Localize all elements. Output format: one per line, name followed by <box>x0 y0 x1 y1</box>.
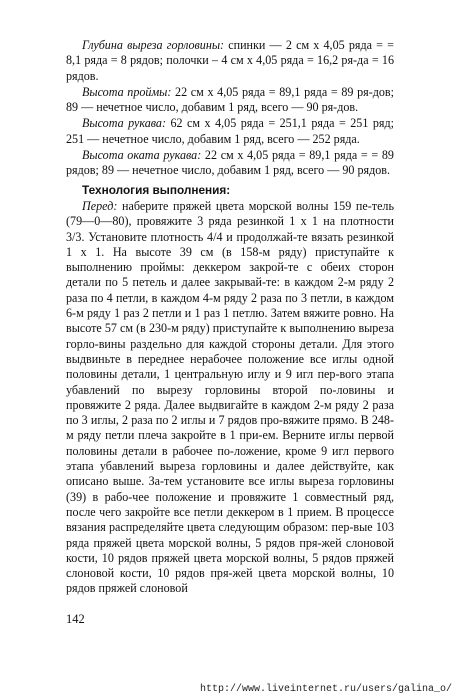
label-front: Перед: <box>82 198 118 213</box>
paragraph-neck-depth <box>66 38 394 84</box>
label-sleeve-cap-height: Высота оката рукава: <box>82 148 202 163</box>
paragraph-sleeve-height <box>66 116 394 147</box>
text-sleeve-height: 62 см х 4,05 ряда = 251,1 ряда = 251 ряд; 251 — нечетное число, добавим 1 ряд, всего — 252 ряда. <box>66 116 394 146</box>
paragraph-front <box>66 199 394 597</box>
label-neck-depth: Глубина выреза горловины: <box>82 38 225 52</box>
text-neck-depth: спинки — 2 см х 4,05 ряда = = 8,1 ряда = 8 рядов; полочки – 4 см х 4,05 ряда = 16,2 ря-да = 16 рядов. <box>66 38 394 83</box>
page-number: 142 <box>66 612 85 626</box>
paragraph-armhole-height <box>66 85 394 116</box>
paragraph-sleeve-cap-height <box>66 148 394 179</box>
section-heading: Технология выполнения: <box>82 182 231 197</box>
text-sleeve-cap-height: 22 см х 4,05 ряда = 89,1 ряда = = 89 рядов; 89 — нечетное число, добавим 1 ряд, всего — 90 рядов. <box>66 148 394 178</box>
page-content <box>66 38 394 597</box>
label-sleeve-height: Высота рукава: <box>82 116 166 131</box>
text-armhole-height: 22 см х 4,05 ряда = 89,1 ряда = 89 ря-дов; 89 — нечетное число, добавим 1 ряд, всего — 90 ря-дов. <box>66 84 394 115</box>
label-armhole-height: Высота проймы: <box>82 84 172 99</box>
source-watermark: http://www.liveinternet.ru/users/galina_o/ <box>199 684 452 695</box>
text-front: наберите пряжей цвета морской волны 159 пе-тель (79—0—80), провяжите 3 ряда резинкой 1 х 1 на плотности 3/3. Установите плотность 4/4 и продолжай-те вязать резинкой 1 х 1. На высоте 39 см (в 158-м ряду) приступайте к выполнению проймы: деккером закрой-те с обеих сторон детали по 5 петель и далее закрывай-те: в каждом 2-м ряду 2 раза по 4 петли, в каждом 4-м ряду 2 раза по 3 петли, в каждом 6-м ряду 1 раз 2 петли и 1 раз 1 петлю. Затем вяжите ровно. На высоте 57 см (в 230-м ряду) приступайте к выполнению выреза горло-вины раздельно для каждой стороны детали. Для этого выдвиньте в переднее нерабочее положение все иглы одной половины детали, 1 центральную иглу и 9 игл пер-вого этапа убавлений по вырезу горловины второй по-ловины и провяжите 2 ряда. Далее выдвигайте в каждом 2-м ряду 2 раза по 3 иглы, 2 раза по 2 иглы и 7 рядов про-вяжите прямо. В 248-м ряду петли плеча закройте в 1 при-ем. Верните иглы первой половины детали в рабочее по-ложение, кроме 9 игл первого этапа убавлений выреза горловины и далее действуйте, как описано выше. За-тем установите все иглы выреза горловины (39) в рабо-чее положение и провяжите 1 совместный ряд, после чего закройте все петли деккером в 1 прием. В процессе вязания распределяйте цвета следующим образом: пер-вые 103 ряда пряжей цвета морской волны, 5 рядов пря-жей слоновой кости, 10 рядов пряжей цвета морской волны, 5 рядов пряжей слоновой кости, 10 рядов пря-жей цвета морской волны, 10 рядов пряжей слоновой <box>66 198 394 596</box>
